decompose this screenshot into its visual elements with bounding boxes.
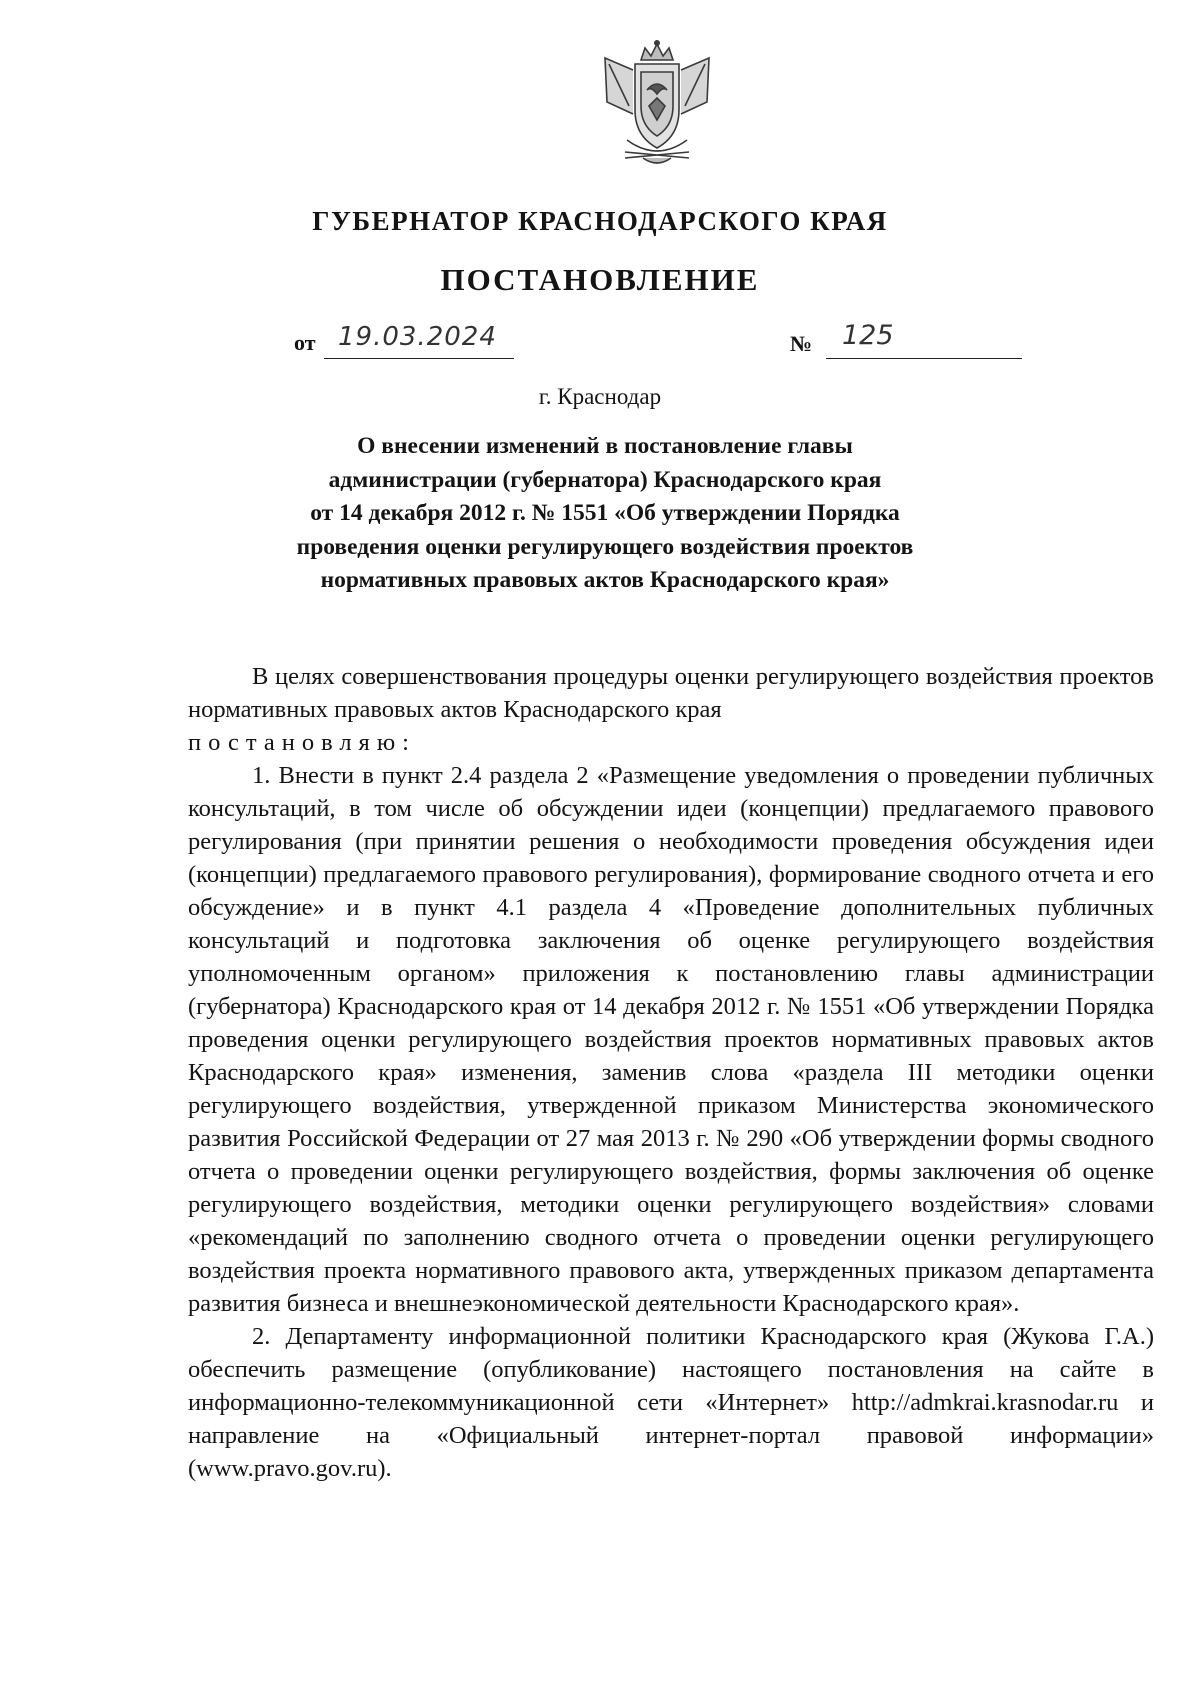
item-1-paragraph: 1. Внести в пункт 2.4 раздела 2 «Размещение уведомления о проведении публичных консультаций, в том числе об обсуждении идеи (концепции) предлагаемого правового регулирования (при принятии решения о необходимости проведения обсуждения идеи (концепции) предлагаемого правового регулирования), формирование сводного отчета и его обсуждение» и в пункт 4.1 раздела 4 «Проведение дополнительных публичных консультаций и подготовка заключения об оценке регулирующего воздействия уполномоченным органом» приложения к постановлению главы администрации (губернатора) Краснодарского края от 14 декабря 2012 г. № 1551 «Об утверждении Порядка проведения оценки регулирующего воздействия проектов нормативных правовых актов Краснодарского края» изменения, заменив слова «раздела III методики оценки регулирующего воздействия, утвержденной приказом Министерства экономического развития Российской Федерации от 27 мая 2013 г. № 290 «Об утверждении формы сводного отчета о проведении оценки регулирующего воздействия, формы заключения об оценке регулирующего воздействия, методики оценки регулирующего воздействия» словами «рекомендаций по заполнению сводного отчета о проведении оценки регулирующего воздействия проекта нормативного правового акта, утвержденных приказом департамента развития бизнеса и внешнеэкономической деятельности Краснодарского края».	[188, 762, 1154, 1317]
title-line: от 14 декабря 2012 г. № 1551 «Об утверждении Порядка	[310, 500, 900, 526]
title-line: администрации (губернатора) Краснодарского края	[328, 466, 882, 493]
item-2-paragraph: 2. Департаменту информационной политики Краснодарского края (Жукова Г.А.) обеспечить размещение (опубликование) настоящего постановления на сайте в информационно-телекоммуникационной сети «Интернет» http://admkrai.krasnodar.ru и направление на «Официальный интернет-портал правовой информации» (www.pravo.gov.ru).	[188, 1323, 1154, 1482]
title-line: О внесении изменений в постановление главы	[357, 433, 853, 459]
preamble-text: В целях совершенствования процедуры оценки регулирующего воздействия проектов нормативных правовых актов Краснодарского края	[188, 663, 1154, 723]
date-underline	[324, 358, 514, 359]
preamble-paragraph	[188, 660, 1154, 726]
issuer-heading: ГУБЕРНАТОР КРАСНОДАРСКОГО КРАЯ	[312, 206, 888, 236]
document-body	[188, 660, 1154, 1485]
handwritten-number: 125	[842, 320, 894, 351]
document-title	[240, 430, 970, 598]
document-type-heading: ПОСТАНОВЛЕНИЕ	[440, 262, 760, 297]
decree-word: постановляю:	[188, 729, 416, 756]
krasnodar-krai-coat-of-arms	[597, 40, 717, 170]
title-line: нормативных правовых актов Краснодарского края»	[320, 567, 890, 593]
title-line: проведения оценки регулирующего воздействия проектов	[296, 533, 914, 560]
number-underline	[826, 358, 1022, 359]
number-label: №	[790, 331, 813, 356]
city-line: г. Краснодар	[538, 384, 662, 409]
date-prefix: от	[294, 330, 316, 355]
handwritten-date: 19.03.2024	[338, 322, 497, 352]
